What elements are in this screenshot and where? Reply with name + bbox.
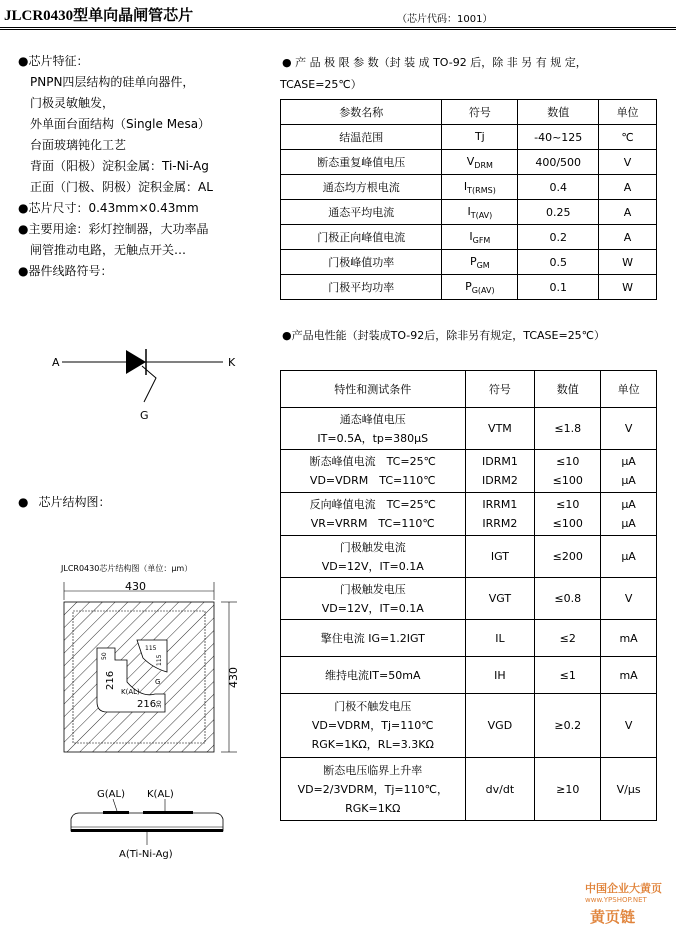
elec-condition: 断态峰值电流 TC=25℃ VD=VDRM TC=110℃	[281, 450, 466, 493]
feature-item: 背面（阳极）淀积金属：Ti-Ni-Ag	[30, 159, 209, 173]
elec-value: ≤1	[535, 657, 601, 694]
width-dim: 430	[125, 580, 146, 593]
dim-216-h: 216	[137, 699, 157, 710]
param-name: 门极平均功率	[281, 275, 442, 300]
elec-unit: V	[601, 694, 657, 758]
elec-header: 符号	[465, 371, 535, 408]
param-name: 门极峰值功率	[281, 250, 442, 275]
elec-value: ≥0.2	[535, 694, 601, 758]
elec-symbol: VGT	[465, 578, 535, 620]
watermark-line1: 中国企业大黄页	[585, 882, 662, 895]
elec-row	[281, 657, 657, 694]
features-list	[18, 72, 213, 198]
limits-header: 单位	[599, 100, 657, 125]
elec-unit: μA	[601, 536, 657, 578]
chip-code: （芯片代码：1001）	[397, 14, 493, 25]
limits-row	[281, 150, 657, 175]
param-symbol: $P_{G(AV)}$	[442, 275, 518, 300]
limits-row	[281, 225, 657, 250]
title-divider	[0, 27, 676, 30]
param-symbol: Tj	[442, 125, 518, 150]
feature-item: 正面（门极、阴极）淀积金属：AL	[30, 180, 213, 194]
elec-unit: μA μA	[601, 450, 657, 493]
elec-value: ≤1.8	[535, 408, 601, 450]
elec-value: ≤200	[535, 536, 601, 578]
elec-value: ≤10 ≤100	[535, 493, 601, 536]
feature-item: 外单面台面结构（Single Mesa）	[30, 117, 211, 131]
param-name: 门极正向峰值电流	[281, 225, 442, 250]
elec-row	[281, 536, 657, 578]
feature-item: 门极灵敏触发，	[30, 96, 115, 110]
elec-header: 特性和测试条件	[281, 371, 466, 408]
param-unit: A	[599, 200, 657, 225]
param-value: 0.5	[518, 250, 599, 275]
elec-condition: 门极触发电流 VD=12V，IT=0.1A	[281, 536, 466, 578]
feature-item: PNPN四层结构的硅单向器件，	[30, 75, 195, 89]
elec-symbol: IH	[465, 657, 535, 694]
dim-115: 115	[145, 645, 157, 652]
elec-row	[281, 408, 657, 450]
cross-k-label: K(AL)	[147, 789, 174, 800]
dim-115-v: 115	[156, 654, 163, 666]
elec-unit: mA	[601, 657, 657, 694]
limits-row	[281, 250, 657, 275]
elec-condition: 通态峰值电压 IT=0.5A，tp=380μS	[281, 408, 466, 450]
param-symbol: $I_{T(AV)}$	[442, 200, 518, 225]
dim-30: 30	[156, 700, 163, 708]
elec-condition: 断态电压临界上升率 VD=2/3VDRM，Tj=110℃， RGK=1KΩ	[281, 758, 466, 821]
structure-caption: JLCR0430芯片结构图（单位：μm）	[61, 564, 193, 573]
limits-row	[281, 275, 657, 300]
limits-row	[281, 175, 657, 200]
cathode-label: K	[228, 356, 236, 369]
elec-header: 单位	[601, 371, 657, 408]
param-value: -40~125	[518, 125, 599, 150]
main-use: ● 主要用途：彩灯控制器，大功率晶	[18, 219, 213, 240]
chip-size: ● 芯片尺寸：0.43mm×0.43mm	[18, 198, 213, 219]
features-section	[18, 51, 213, 282]
elec-value: ≥10	[535, 758, 601, 821]
elec-condition: 擎住电流 IG=1.2IGT	[281, 620, 466, 657]
param-unit: A	[599, 175, 657, 200]
elec-header: 数值	[535, 371, 601, 408]
param-name: 结温范围	[281, 125, 442, 150]
elec-unit: V	[601, 578, 657, 620]
gate-label: G	[140, 409, 149, 422]
param-value: 0.25	[518, 200, 599, 225]
elec-row	[281, 758, 657, 821]
param-value: 400/500	[518, 150, 599, 175]
elec-row	[281, 450, 657, 493]
g-label: G	[155, 678, 161, 686]
elec-symbol: IDRM1 IDRM2	[465, 450, 535, 493]
main-use-cont: 闸管推动电路，无触点开关…	[30, 243, 187, 257]
param-symbol: $I_{GFM}$	[442, 225, 518, 250]
elec-value: ≤0.8	[535, 578, 601, 620]
dim-216-v: 216	[105, 670, 116, 690]
elec-condition: 维持电流IT=50mA	[281, 657, 466, 694]
limits-heading-cond: TCASE=25℃）	[280, 78, 362, 91]
limits-row	[281, 200, 657, 225]
anode-label: A	[52, 356, 60, 369]
thyristor-symbol	[40, 340, 250, 430]
dim-50: 50	[101, 652, 108, 660]
elec-condition: 反向峰值电流 TC=25℃ VR=VRRM TC=110℃	[281, 493, 466, 536]
k-label: K(AL)	[121, 688, 140, 696]
cross-g-label: G(AL)	[97, 789, 125, 800]
param-value: 0.2	[518, 225, 599, 250]
param-name: 通态平均电流	[281, 200, 442, 225]
feature-item: 台面玻璃钝化工艺	[30, 138, 127, 152]
electrical-table	[280, 370, 657, 821]
elec-symbol: VGD	[465, 694, 535, 758]
param-name: 通态均方根电流	[281, 175, 442, 200]
limits-heading: ● 产 品 极 限 参 数（封 装 成 TO-92 后，除 非 另 有 规 定，	[282, 52, 587, 73]
watermark-line2: www.YPSHOP.NET	[585, 896, 647, 904]
watermark-logo: 黄页链	[590, 908, 636, 926]
param-unit: ℃	[599, 125, 657, 150]
param-symbol: $I_{T(RMS)}$	[442, 175, 518, 200]
elec-condition: 门极不触发电压 VD=VDRM，Tj=110℃ RGK=1KΩ，RL=3.3KΩ	[281, 694, 466, 758]
chip-structure-diagram	[55, 560, 255, 785]
param-unit: A	[599, 225, 657, 250]
param-symbol: $V_{DRM}$	[442, 150, 518, 175]
elec-unit: mA	[601, 620, 657, 657]
features-heading: ● 芯片特征：	[18, 51, 213, 72]
elec-row	[281, 493, 657, 536]
cross-section-diagram	[55, 783, 255, 863]
elec-row	[281, 620, 657, 657]
structure-heading: ● 芯片结构图：	[18, 492, 111, 513]
elec-row	[281, 694, 657, 758]
param-symbol: $P_{GM}$	[442, 250, 518, 275]
cross-a-label: A(Ti-Ni-Ag)	[119, 849, 173, 860]
limits-header: 数值	[518, 100, 599, 125]
elec-unit: μA μA	[601, 493, 657, 536]
elec-symbol: IGT	[465, 536, 535, 578]
page-title: JLCR0430型单向晶闸管芯片	[4, 8, 194, 24]
param-unit: W	[599, 250, 657, 275]
elec-condition: 门极触发电压 VD=12V，IT=0.1A	[281, 578, 466, 620]
limits-table	[280, 99, 657, 300]
elec-value: ≤10 ≤100	[535, 450, 601, 493]
param-value: 0.4	[518, 175, 599, 200]
elec-symbol: IRRM1 IRRM2	[465, 493, 535, 536]
electrical-heading: ● 产品电性能（封装成TO-92后，除非另有规定，TCASE=25℃）	[282, 325, 605, 346]
limits-header: 参数名称	[281, 100, 442, 125]
elec-row	[281, 578, 657, 620]
elec-value: ≤2	[535, 620, 601, 657]
elec-symbol: dv/dt	[465, 758, 535, 821]
symbol-heading: ● 器件线路符号：	[18, 261, 213, 282]
limits-row	[281, 125, 657, 150]
elec-unit: V	[601, 408, 657, 450]
limits-header: 符号	[442, 100, 518, 125]
elec-unit: V/μs	[601, 758, 657, 821]
param-name: 断态重复峰值电压	[281, 150, 442, 175]
param-unit: W	[599, 275, 657, 300]
param-value: 0.1	[518, 275, 599, 300]
elec-symbol: VTM	[465, 408, 535, 450]
height-dim: 430	[227, 667, 240, 688]
param-unit: V	[599, 150, 657, 175]
elec-symbol: IL	[465, 620, 535, 657]
